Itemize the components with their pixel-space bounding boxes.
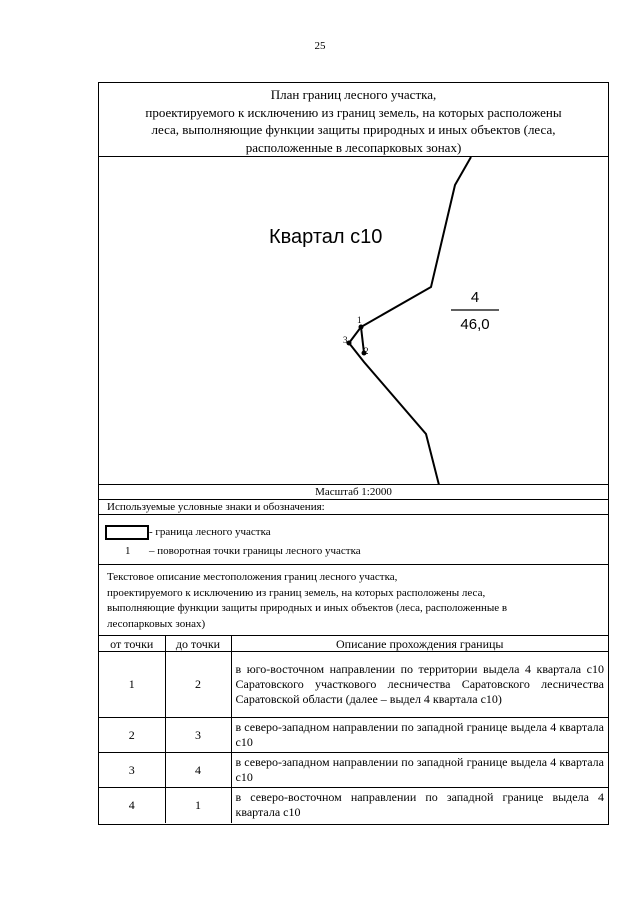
- header-to: до точки: [165, 636, 231, 652]
- legend-boundary-text: - граница лесного участка: [149, 526, 271, 538]
- legend-header: Используемые условные знаки и обозначения:: [99, 500, 608, 515]
- parcel-area: 46,0: [460, 316, 490, 333]
- legend-point-number: 1: [125, 545, 131, 557]
- description-line-2: проектируемого к исключению из границ земель, на которых расположены леса,: [107, 586, 486, 599]
- boundary-symbol: [105, 525, 149, 540]
- table-header-row: [99, 636, 608, 652]
- map-drawing: [99, 157, 608, 485]
- point-label-1: 1: [357, 315, 362, 325]
- turning-point-1: [359, 325, 364, 330]
- map-scale: Масштаб 1:2000: [99, 485, 608, 500]
- quarter-label: Квартал с10: [269, 226, 383, 248]
- header-from: от точки: [99, 636, 165, 652]
- legend: [99, 515, 608, 565]
- boundary-map: [99, 157, 608, 485]
- cell-from: 3: [99, 753, 165, 788]
- description-line-4: лесопарковых зонах): [107, 617, 206, 630]
- table-row: [99, 753, 608, 788]
- page-number: 25: [314, 40, 326, 52]
- title-line-4: расположенные в лесопарковых зонах): [245, 139, 462, 155]
- text-description: [99, 565, 608, 636]
- parcel-number: 4: [470, 289, 480, 306]
- cell-from: 2: [99, 718, 165, 753]
- header-description: Описание прохождения границы: [231, 636, 608, 652]
- cell-description: в северо-западном направлении по западной границе выдела 4 квартала с10: [231, 753, 608, 788]
- point-label-3: 3: [343, 335, 348, 345]
- description-line-1: Текстовое описание местоположения границ лесного участка,: [107, 571, 398, 583]
- table-row: [99, 652, 608, 718]
- boundary-table: [99, 636, 608, 824]
- plan-frame: [98, 82, 609, 825]
- cell-description: в юго-восточном направлении по территории выдела 4 квартала с10 Саратовского участкового лесничества Саратовского лесничества Саратовской области (далее – выдел 4 квартала с10): [231, 652, 608, 718]
- plan-title: [99, 83, 608, 157]
- title-line-1: План границ лесного участка,: [270, 87, 437, 102]
- cell-description: в северо-западном направлении по западной границе выдела 4 квартала с10: [231, 718, 608, 753]
- cell-to: 2: [165, 652, 231, 718]
- table-row: [99, 718, 608, 753]
- title-line-2: проектируемого к исключению из границ земель, на которых расположены: [145, 104, 562, 120]
- cell-to: 1: [165, 788, 231, 823]
- description-line-3: выполняющие функции защиты природных и иных объектов (леса, расположенные в: [107, 602, 508, 614]
- cell-from: 1: [99, 652, 165, 718]
- cell-from: 4: [99, 788, 165, 823]
- cell-description: в северо-восточном направлении по западной границе выдела 4 квартала с10: [235, 790, 604, 820]
- table-row: [99, 788, 608, 823]
- legend-point-text: – поворотная точки границы лесного участка: [149, 545, 361, 557]
- cell-to: 4: [165, 753, 231, 788]
- boundary-line: [349, 157, 471, 485]
- title-line-3: леса, выполняющие функции защиты природных и иных объектов (леса,: [151, 122, 556, 137]
- point-label-2: 2: [364, 346, 369, 356]
- cell-to: 3: [165, 718, 231, 753]
